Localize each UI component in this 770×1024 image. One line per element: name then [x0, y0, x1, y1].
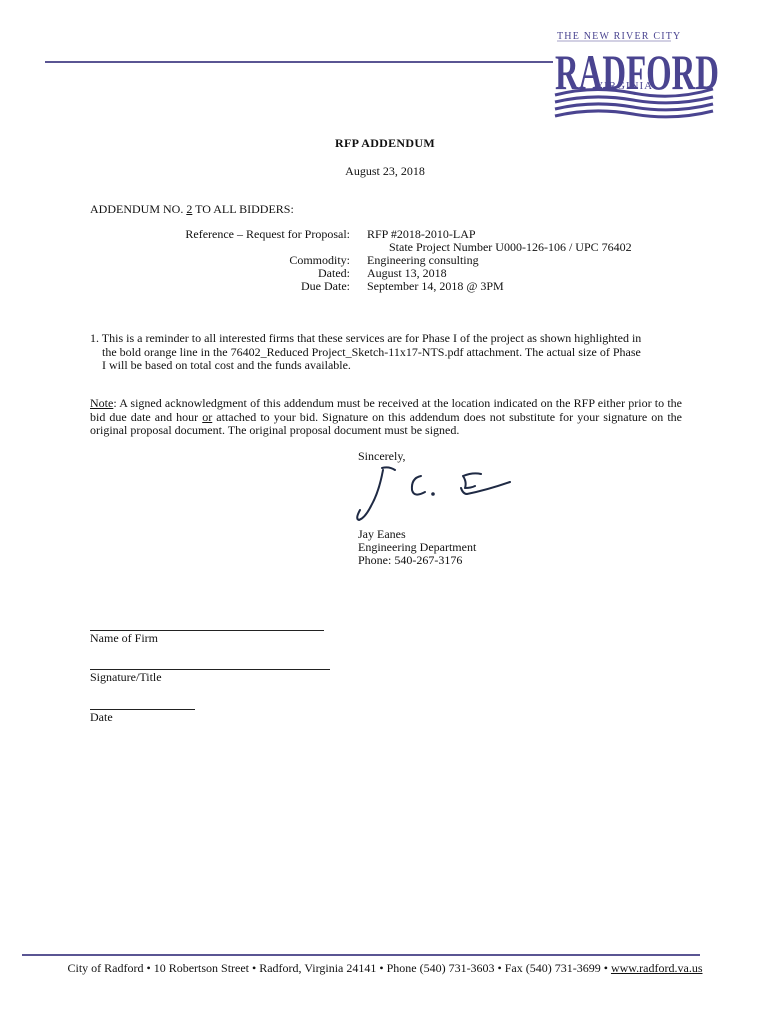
reminder-line-2: the bold orange line in the 76402_Reduced Project_Sketch-11x17-NTS.pdf attachment. The actual size of Phase: [102, 344, 641, 359]
logo-tagline: THE NEW RIVER CITY: [557, 31, 682, 42]
reminder-paragraph: [90, 332, 682, 373]
logo-state: VIRGINIA: [595, 80, 654, 92]
footer-rule: [22, 954, 700, 956]
due-date-label: Due Date:: [301, 279, 350, 293]
note-paragraph: [90, 397, 682, 438]
handwritten-signature: [345, 462, 520, 527]
header-rule: [45, 61, 553, 63]
footer-text: City of Radford • 10 Robertson Street • Radford, Virginia 24141 • Phone (540) 731-3603 • Fax (540) 731-3699 •: [67, 961, 611, 975]
reminder-line-3: I will be based on total cost and the funds available.: [102, 358, 351, 372]
firm-name-label: Name of Firm: [90, 631, 158, 645]
document-date: August 23, 2018: [345, 164, 425, 178]
dated-label: Dated:: [318, 266, 350, 280]
radford-logo: [553, 27, 723, 122]
signer-phone: Phone: 540-267-3176: [358, 553, 463, 567]
sincerely: Sincerely,: [358, 449, 406, 463]
addendum-number: 2: [186, 202, 193, 216]
footer: [0, 961, 770, 976]
note-label: Note: [90, 396, 114, 410]
document-title: RFP ADDENDUM: [335, 136, 435, 150]
signature-title-label: Signature/Title: [90, 670, 162, 684]
addendum-prefix: ADDENDUM NO.: [90, 202, 187, 216]
addendum-heading: [90, 202, 294, 217]
due-date-value: September 14, 2018 @ 3PM: [367, 279, 504, 293]
reference-label: Reference – Request for Proposal:: [185, 227, 350, 241]
logo-name: RADFORD: [555, 44, 719, 100]
dated-value: August 13, 2018: [367, 266, 447, 280]
reference-value-line2: State Project Number U000-126-106 / UPC 76402: [389, 240, 632, 254]
commodity-label: Commodity:: [289, 253, 350, 267]
website-link[interactable]: www.radford.va.us: [610, 961, 703, 975]
reminder-line-1: 1. This is a reminder to all interested firms that these services are for Phase I of the project as shown highlighted in: [90, 331, 642, 345]
commodity-value: Engineering consulting: [367, 253, 479, 267]
signer-name: Jay Eanes: [358, 527, 406, 541]
addendum-suffix: TO ALL BIDDERS:: [192, 202, 294, 216]
note-text-2: attached to your bid. Signature on this addendum does not substitute for your signature on the original proposal document. The original proposal document must be signed.: [90, 409, 682, 437]
date-label: Date: [90, 710, 113, 724]
reference-value: RFP #2018-2010-LAP: [367, 227, 476, 241]
signer-department: Engineering Department: [358, 540, 477, 554]
note-or: or: [202, 409, 213, 424]
note-text-1: : A signed acknowledgment of this addendum must be received at the location indicated on the RFP either prior to the bid due date and hour: [90, 396, 682, 424]
